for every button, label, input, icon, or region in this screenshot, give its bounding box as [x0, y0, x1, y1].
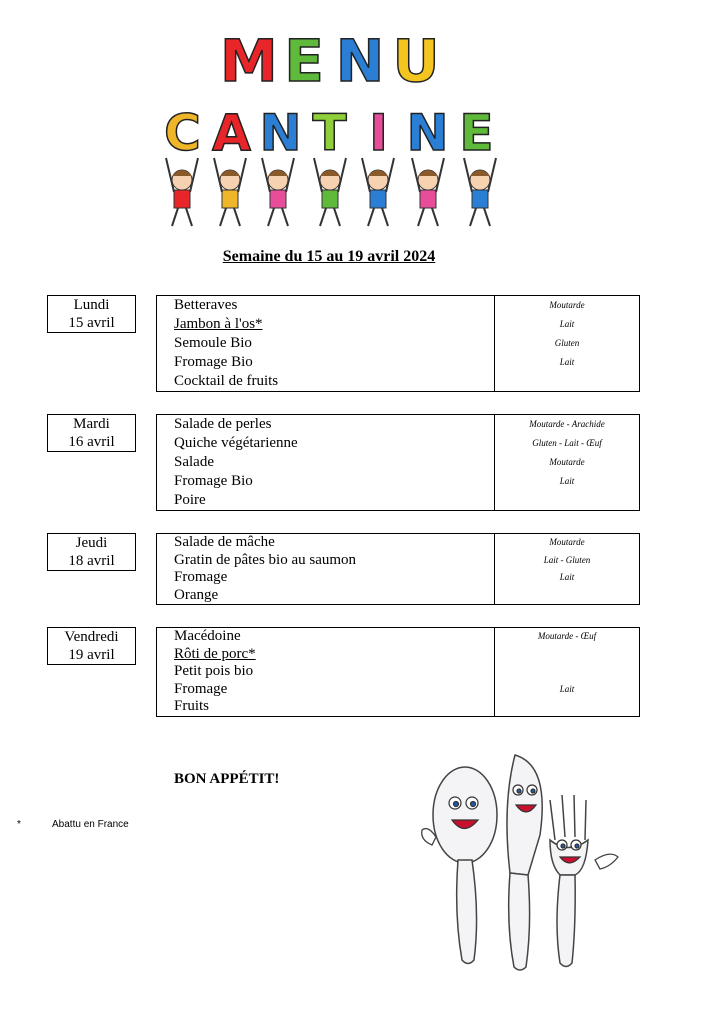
closing-message: BON APPÉTIT! — [174, 771, 280, 787]
dish-item: Fromage — [174, 680, 228, 697]
allergen-note: Lait — [559, 357, 575, 367]
dishes-column — [157, 296, 495, 391]
dish-item: Petit pois bio — [174, 663, 254, 679]
child-figure — [412, 158, 444, 226]
day-menu-table — [156, 295, 640, 392]
allergen-note — [495, 587, 639, 605]
cantine-letter-6: N — [406, 104, 449, 162]
menu-letter-2: E — [284, 27, 324, 95]
dishes-column — [157, 628, 495, 716]
allergen-note: Lait - Gluten — [543, 554, 591, 565]
dish-item: Fromage Bio — [174, 354, 253, 370]
dish-item: Salade de mâche — [174, 534, 275, 550]
dish-item: Gratin de pâtes bio au saumon — [174, 551, 357, 568]
allergen-note — [495, 663, 639, 681]
day-menu-table — [156, 627, 640, 717]
dishes-column — [157, 415, 495, 510]
day-name: Mardi — [73, 416, 110, 432]
allergen-note: Moutarde — [549, 457, 585, 467]
dish-item: Fruits — [174, 698, 210, 714]
cantine-letter-4: T — [312, 104, 347, 162]
dish-item: Betteraves — [174, 297, 238, 313]
day-name: Jeudi — [75, 535, 108, 551]
spoon-icon — [433, 767, 497, 964]
dish-item: Salade — [174, 454, 214, 470]
menu-letter-1: M — [220, 27, 278, 95]
footnote-marker: * — [17, 819, 21, 830]
fork-icon — [550, 795, 588, 967]
allergen-note: Lait — [559, 476, 575, 486]
dish-item: Jambon à l'os* — [174, 316, 263, 332]
allergen-note: Moutarde - Arachide — [529, 419, 605, 429]
dish-item: Rôti de porc* — [174, 645, 256, 662]
day-name: Lundi — [73, 297, 110, 313]
cantine-letter-1: C — [164, 104, 201, 162]
allergen-note — [495, 698, 639, 716]
child-figure — [362, 158, 394, 226]
allergen-note: Lait — [559, 683, 575, 694]
allergens-column — [495, 296, 639, 391]
cutlery-mascots-icon — [410, 745, 630, 975]
child-figure — [464, 158, 496, 226]
allergen-note: Moutarde — [549, 537, 585, 547]
cantine-letter-2: A — [212, 104, 251, 162]
dish-item: Semoule Bio — [174, 335, 252, 351]
day-menu-table — [156, 414, 640, 511]
cantine-letter-5: I — [369, 104, 388, 162]
allergen-note: Gluten - Lait - Œuf — [532, 438, 602, 448]
allergens-column — [495, 534, 639, 604]
dish-item: Macédoine — [174, 628, 241, 644]
child-figure — [214, 158, 246, 226]
week-title: Semaine du 15 au 19 avril 2024 — [222, 248, 436, 265]
allergen-note — [495, 491, 639, 510]
day-date: 16 avril — [68, 434, 115, 450]
child-figure — [262, 158, 294, 226]
dish-item: Fromage — [174, 569, 228, 585]
child-figure — [314, 158, 346, 226]
allergen-note: Lait — [559, 319, 575, 329]
menu-letter-4: U — [392, 27, 440, 95]
children-holding-letters-icon — [150, 27, 510, 230]
dish-item: Cocktail de fruits — [174, 373, 279, 389]
day-date: 19 avril — [68, 647, 115, 663]
dishes-column — [157, 534, 495, 604]
allergen-note — [495, 646, 639, 664]
allergen-note: Gluten — [554, 338, 580, 348]
header-illustration — [150, 27, 510, 230]
cantine-letter-3: N — [259, 104, 302, 162]
dish-item: Salade de perles — [174, 416, 272, 432]
day-label — [47, 533, 136, 571]
dish-item: Fromage Bio — [174, 473, 253, 489]
dish-item: Quiche végétarienne — [174, 435, 298, 451]
allergen-note: Lait — [559, 572, 575, 582]
allergen-note — [495, 372, 639, 391]
footnote-text: Abattu en France — [52, 819, 129, 830]
day-date: 15 avril — [68, 315, 115, 331]
day-name: Vendredi — [64, 629, 119, 645]
day-label — [47, 627, 136, 665]
allergens-column — [495, 415, 639, 510]
cantine-letter-7: E — [459, 104, 494, 162]
allergens-column — [495, 628, 639, 716]
dish-item: Orange — [174, 586, 219, 603]
day-label — [47, 414, 136, 452]
day-menu-table — [156, 533, 640, 605]
allergen-note: Moutarde - Œuf — [537, 631, 597, 641]
knife-icon — [507, 755, 542, 970]
allergen-note: Moutarde — [549, 300, 585, 310]
day-date: 18 avril — [68, 553, 115, 569]
day-label — [47, 295, 136, 333]
child-figure — [166, 158, 198, 226]
dish-item: Poire — [174, 492, 206, 508]
menu-letter-3: N — [335, 27, 385, 95]
